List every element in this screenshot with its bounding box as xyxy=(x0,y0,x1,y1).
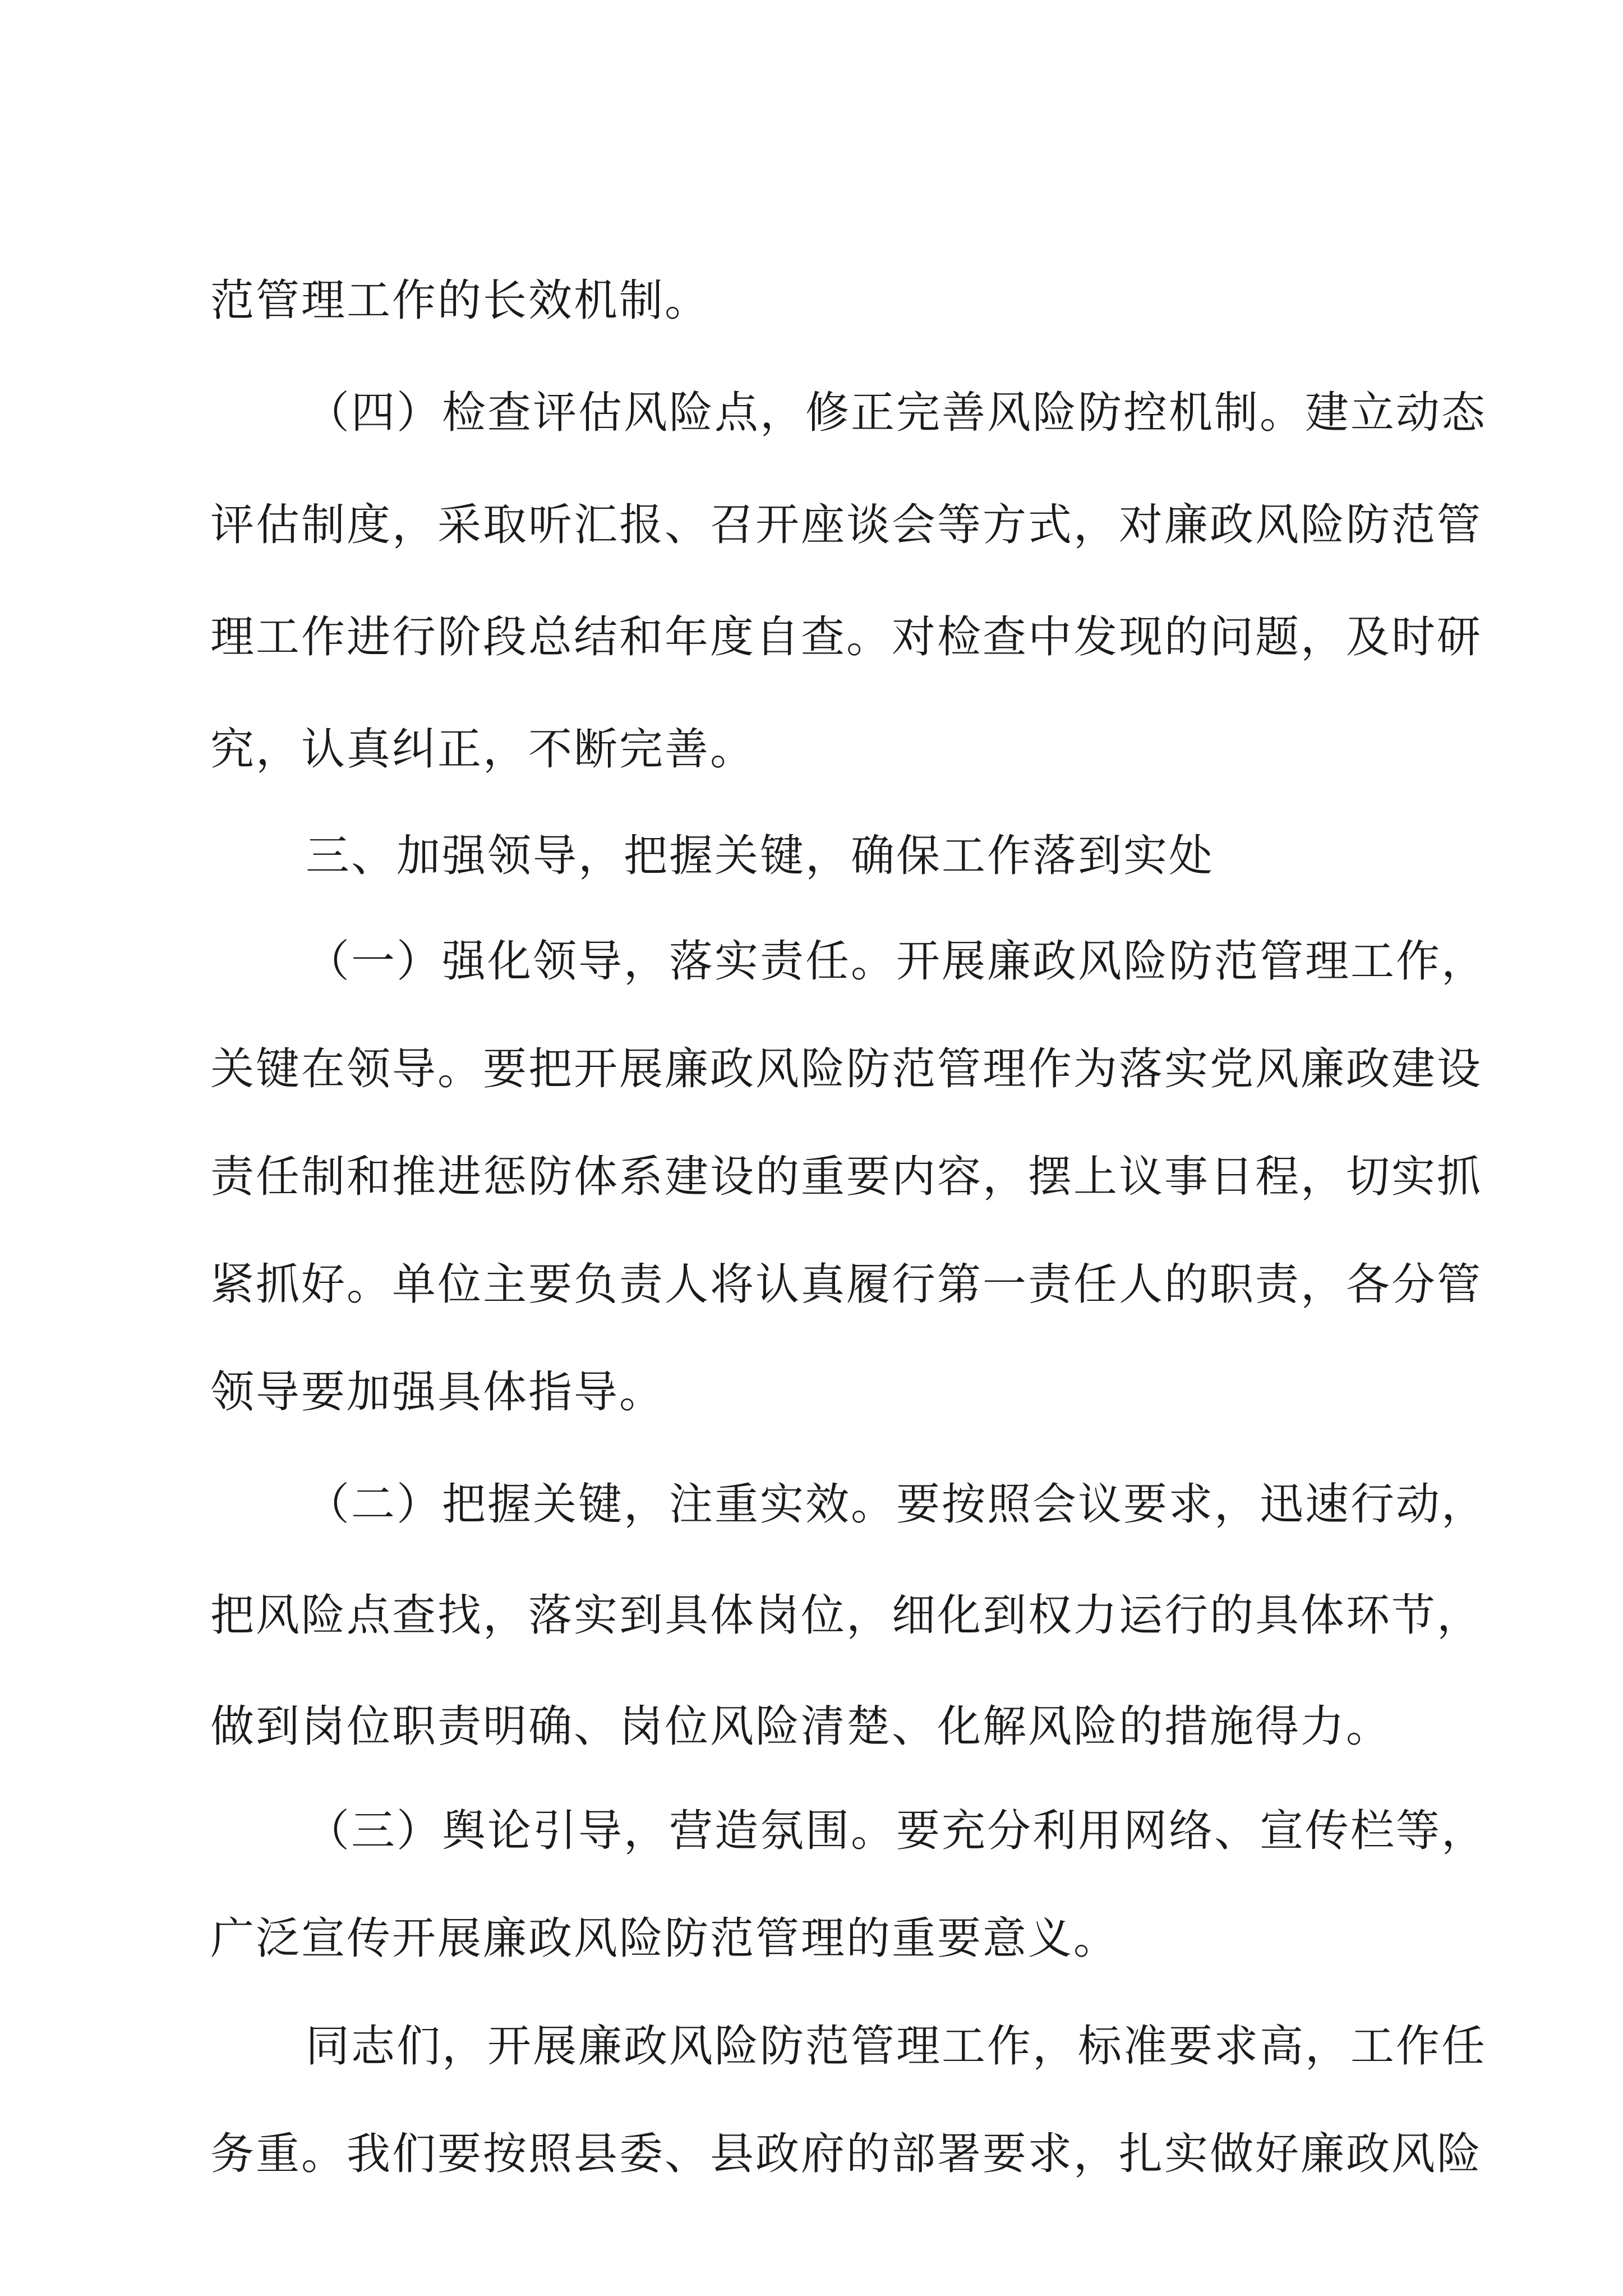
text-line: （二）把握关键，注重实效。要按照会议要求，迅速行动， xyxy=(306,1479,1487,1530)
text-line: 做到岗位职责明确、岗位风险清楚、化解风险的措施得力。 xyxy=(210,1701,1392,1752)
text-line: 关键在领导。要把开展廉政风险防范管理作为落实党风廉政建设 xyxy=(210,1044,1483,1094)
text-line: 领导要加强具体指导。 xyxy=(210,1367,665,1418)
text-line: 把风险点查找，落实到具体岗位，细化到权力运行的具体环节， xyxy=(210,1590,1483,1641)
text-line: 评估制度，采取听汇报、召开座谈会等方式，对廉政风险防范管 xyxy=(210,500,1483,550)
text-line: 责任制和推进惩防体系建设的重要内容，摆上议事日程，切实抓 xyxy=(210,1152,1483,1202)
text-line: （三）舆论引导，营造氛围。要充分利用网络、宣传栏等， xyxy=(306,1806,1487,1856)
text-line: 范管理工作的长效机制。 xyxy=(210,275,711,326)
text-line: 究，认真纠正，不断完善。 xyxy=(210,724,756,775)
text-line: （四）检查评估风险点，修正完善风险防控机制。建立动态 xyxy=(306,388,1487,438)
text-line: 理工作进行阶段总结和年度自查。对检查中发现的问题，及时研 xyxy=(210,612,1483,662)
text-line: 务重。我们要按照县委、县政府的部署要求，扎实做好廉政风险 xyxy=(210,2129,1483,2179)
text-line: 同志们，开展廉政风险防范管理工作，标准要求高，工作任 xyxy=(306,2021,1487,2072)
text-line: （一）强化领导，落实责任。开展廉政风险防范管理工作， xyxy=(306,936,1487,987)
section-heading: 三、加强领导，把握关键，确保工作落到实处 xyxy=(306,831,1215,881)
text-line: 紧抓好。单位主要负责人将认真履行第一责任人的职责，各分管 xyxy=(210,1259,1483,1310)
text-line: 广泛宣传开展廉政风险防范管理的重要意义。 xyxy=(210,1913,1119,1964)
